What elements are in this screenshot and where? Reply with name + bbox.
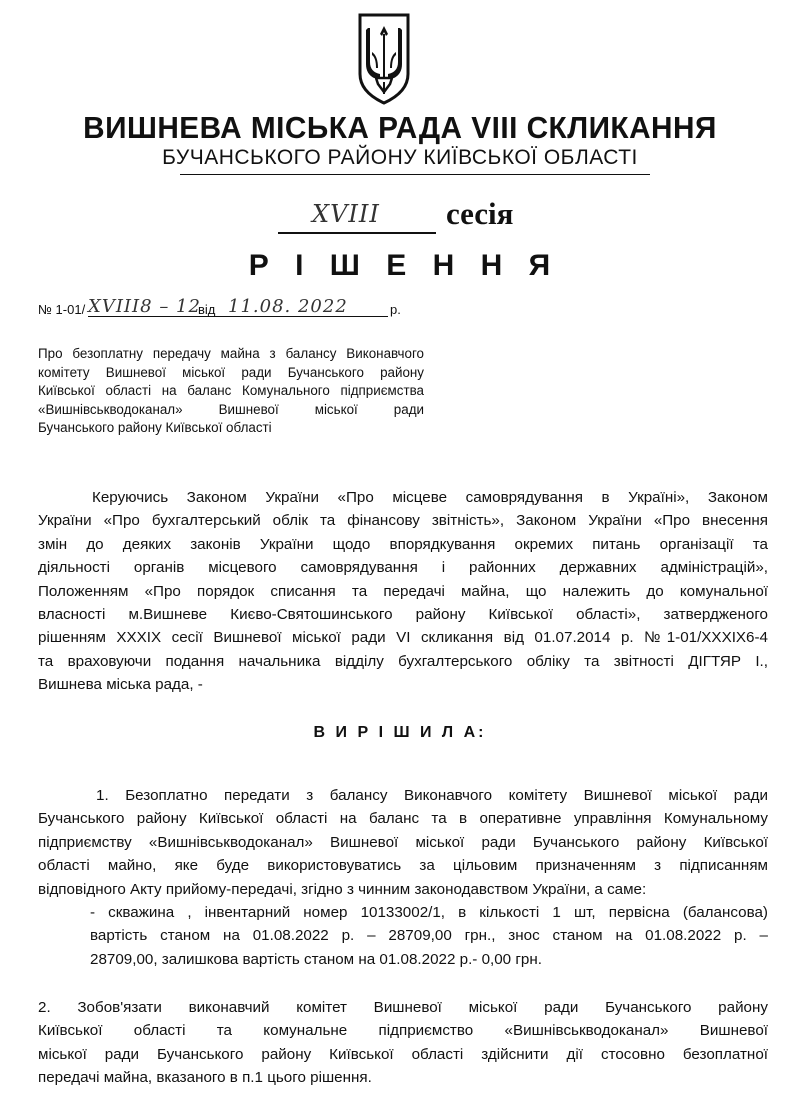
resolution-item-1: [38, 784, 768, 971]
item-line: міської ради Бучанського району Київської області здійснити дії стосовно безоплатної: [38, 1045, 768, 1063]
preamble-line: змін до деяких законів України щодо впорядкування окремих питань організації та: [38, 535, 768, 553]
subject-line: Про безоплатну передачу майна з балансу Виконавчого: [38, 346, 424, 361]
preamble-line: та враховуючи подання начальника відділу бухгалтерського обліку та звітності ДІГТЯР І.,: [38, 652, 768, 670]
header-divider: [180, 174, 650, 175]
subject-line: Бучанського району Київської області: [38, 420, 272, 435]
decision-number-prefix: № 1-01/: [38, 302, 86, 317]
preamble-line: діяльності органів місцевого самоврядування і районних державних адміністрацій»,: [38, 559, 768, 577]
decision-title: Р І Ш Е Н Н Я: [248, 249, 560, 282]
council-name: ВИШНЕВА МІСЬКА РАДА VIII СКЛИКАННЯ: [83, 110, 717, 145]
item-line: 28709,00, залишкова вартість станом на 01.08.2022 р.- 0,00 грн.: [90, 950, 542, 968]
preamble-line: України «Про бухгалтерський облік та фінансову звітність», Законом України «Про внесення: [38, 512, 768, 530]
item-line: вартість станом на 01.08.2022 р. – 28709,00 грн., знос станом на 01.08.2022 р. –: [90, 927, 768, 945]
council-region: БУЧАНСЬКОГО РАЙОНУ КИЇВСЬКОЇ ОБЛАСТІ: [162, 146, 638, 169]
session-line: [0, 196, 800, 240]
trident-emblem-icon: [356, 12, 412, 106]
decision-subject: [38, 345, 424, 438]
decision-number: XVIII8 – 12: [88, 296, 201, 317]
item-line: - скважина , інвентарний номер 10133002/1, в кількості 1 шт, первісна (балансова): [90, 904, 768, 922]
preamble-line: рішенням XXXIX сесії Вишневої міської ради VI скликання від 01.07.2014 р. №1-01/XXXIX6-4: [38, 629, 768, 647]
item-line: Бучанського району Київської області на баланс та в оперативне управління Комунальному: [38, 810, 768, 828]
preamble-line: Керуючись Законом України «Про місцеве самоврядування в Україні», Законом: [92, 489, 768, 506]
decision-date: 11.08. 2022: [228, 296, 348, 317]
session-label: сесія: [446, 196, 514, 231]
item-line: Київської області та комунальне підприємство «Вишнівськводоканал» Вишневої: [38, 1022, 768, 1040]
resolved-heading: В И Р І Ш И Л А:: [313, 724, 487, 741]
item-line: 1. Безоплатно передати з балансу Виконавчого комітету Вишневої міської ради: [96, 787, 768, 804]
item-line: передачі майна, вказаного в п.1 цього рішення.: [38, 1069, 372, 1087]
decision-date-prefix: від: [198, 302, 216, 317]
decision-date-suffix: р.: [390, 302, 401, 317]
preamble-line: Вишнева міська рада, -: [38, 676, 203, 694]
preamble-line: власності м.Вишневе Києво-Святошинського району Київської області», затвердженого: [38, 606, 768, 624]
decision-date-underline: [222, 316, 388, 317]
item-line: підприємству «Вишнівськводоканал» Вишневої міської ради Бучанського району Київської: [38, 833, 768, 851]
preamble-line: Положенням «Про порядок списання та передачі майна, що належить до комунальної: [38, 582, 768, 600]
resolution-item-2: [38, 996, 768, 1090]
preamble: [38, 486, 768, 697]
subject-line: комітету Вишневої міської ради Бучанського району: [38, 364, 424, 380]
item-line: відповідного Акту прийому-передачі, згідно з чинним законодавством України, а саме:: [38, 880, 647, 898]
item-line: 2. Зобов'язати виконавчий комітет Вишневої міської ради Бучанського району: [38, 999, 768, 1016]
session-number: XVIII: [312, 200, 380, 228]
item-line: області майно, яке буде використовуватись за цільовим призначенням з підписанням: [38, 857, 768, 875]
subject-line: Київської області на баланс Комунального підприємства: [38, 383, 424, 398]
decision-number-line: [38, 298, 438, 322]
subject-line: «Вишнівськводоканал» Вишневої міської ради: [38, 401, 424, 417]
